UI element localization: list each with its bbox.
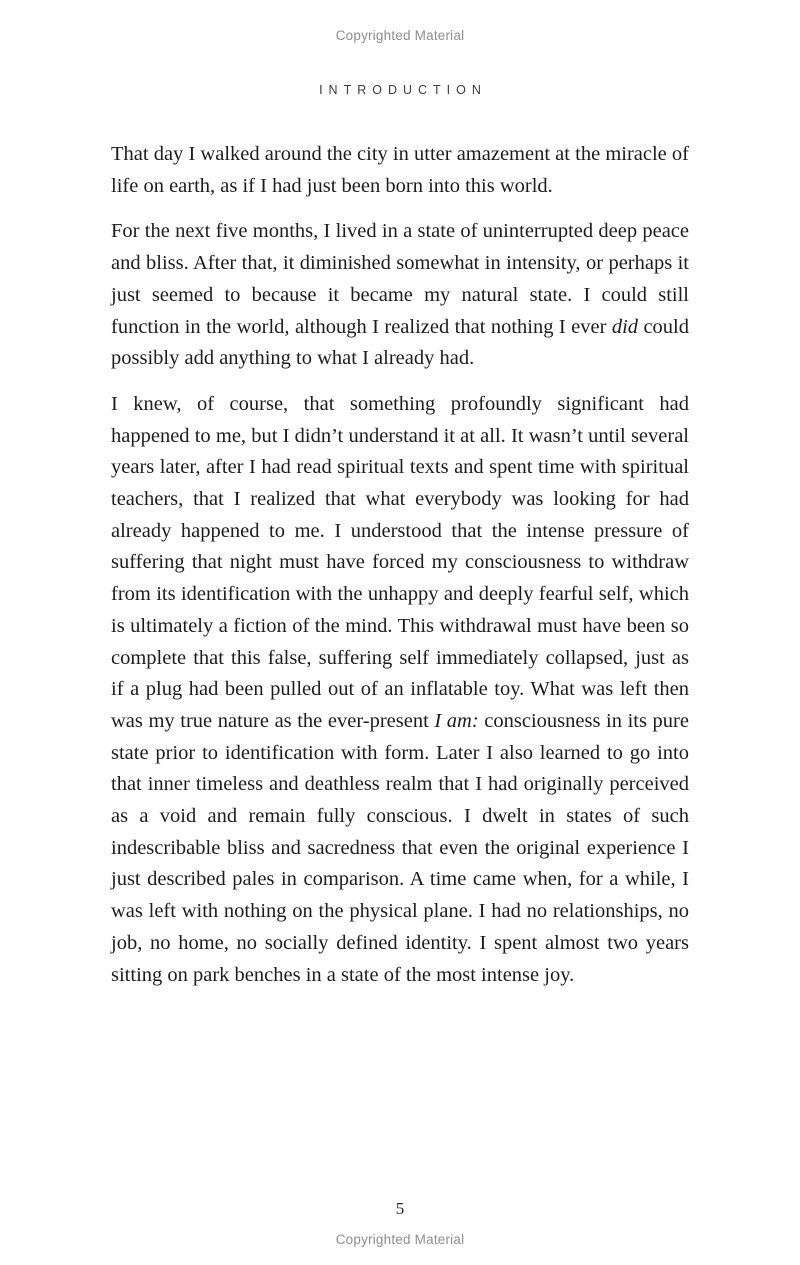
copyright-watermark-top: Copyrighted Material: [335, 28, 465, 43]
copyright-watermark-bottom: Copyrighted Material: [335, 1232, 465, 1247]
body-text: [111, 139, 689, 991]
paragraph: [111, 216, 689, 375]
text-run: I knew, of course, that something profoundly significant had happened to me, but I didn’t understand it at all. It wasn’t until several years later, after I had read spiritual texts and spent time with spiritual teachers, that I realized that what everybody was looking for had already happened to me. I understood that the intense pressure of suffering that night must have forced my consciousness to withdraw from its identification with the unhappy and deeply fearful self, which is ultimately a fiction of the mind. This withdrawal must have been so complete that this false, suffering self immediately collapsed, just as if a plug had been pulled out of an inflatable toy. What was left then was my true nature as the ever-present: [111, 392, 689, 732]
text-run: could possibly add anything to what I already had.: [111, 315, 689, 370]
italic-text-run: I am:: [434, 709, 479, 732]
text-run: consciousness in its pure state prior to identification with form. Later I also learned to go into that inner timeless and deathless realm that I had originally perceived as a void and remain fully conscious. I dwelt in states of such indescribable bliss and sacredness that even the original experience I just described pales in comparison. A time came when, for a while, I was left with nothing on the physical plane. I had no relationships, no job, no home, no socially defined identity. I spent almost two years sitting on park benches in a state of the most intense joy.: [111, 709, 689, 986]
section-heading: INTRODUCTION: [319, 83, 487, 97]
paragraph: [111, 139, 689, 202]
page-number: 5: [395, 1199, 405, 1218]
text-run: That day I walked around the city in utter amazement at the miracle of life on earth, as if I had just been born into this world.: [111, 143, 689, 197]
text-run: For the next five months, I lived in a state of uninterrupted deep peace and bliss. After that, it diminished somewhat in intensity, or perhaps it just seemed to because it became my natural state. I could still function in the world, although I realized that nothing I ever: [111, 220, 689, 338]
paragraph: [111, 389, 689, 991]
italic-text-run: did: [611, 315, 639, 338]
